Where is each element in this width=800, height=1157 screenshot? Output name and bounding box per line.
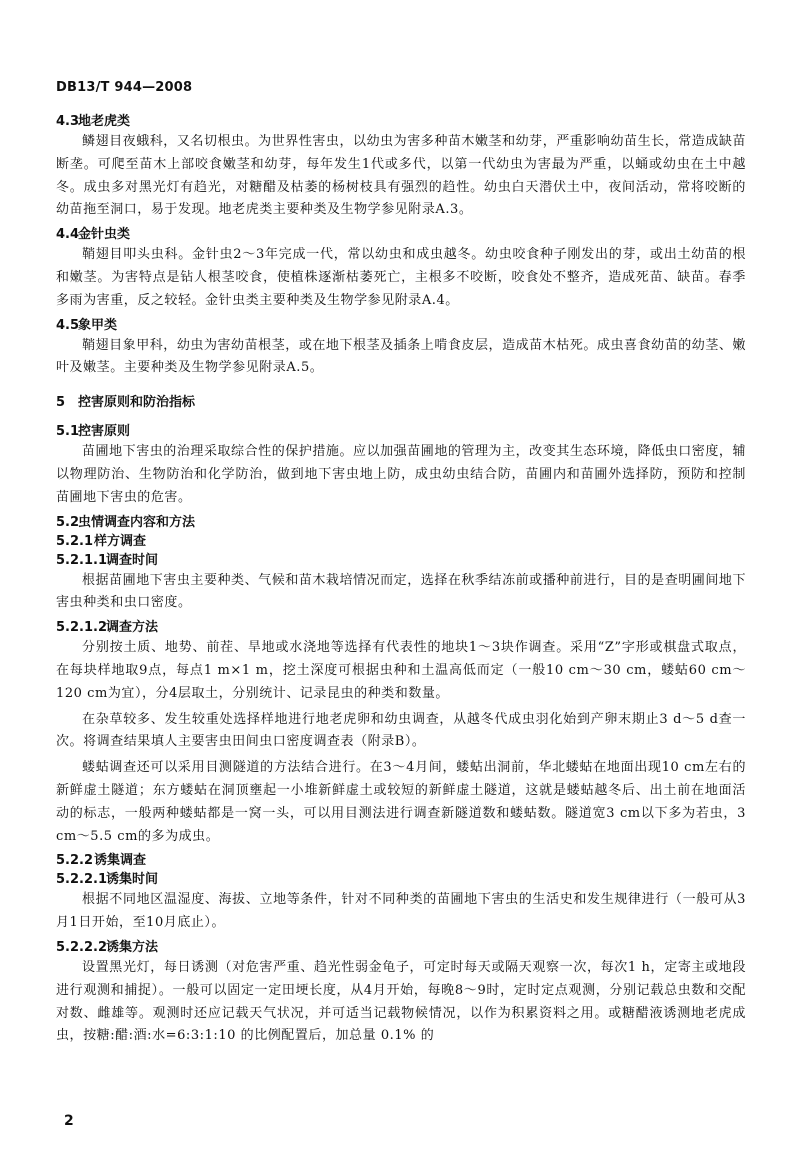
- section-heading: [56, 422, 746, 441]
- section-title: 诱集方法: [106, 939, 159, 955]
- section-title: 调查方法: [106, 620, 159, 636]
- section-number: 5.2: [56, 514, 80, 530]
- body-paragraph: 分别按土质、地势、前茬、旱地或水浇地等选择有代表性的地块1～3块作调查。采用“Z”字形或棋盘式取点，在每块样地取9点，每点1 m×1 m，挖土深度可根据虫种和土温高低而定（一般10 cm～30 cm，蝼蛄60 cm～120 cm为宜），分4层取土，分别统计、记录昆虫的种类和数量。: [56, 640, 746, 701]
- body-paragraph: 蝼蛄调查还可以采用目测隧道的方法结合进行。在3～4月间，蝼蛄出洞前，华北蝼蛄在地面出现10 cm左右的新鲜虚土隧道；东方蝼蛄在洞顶壅起一小堆新鲜虚土或较短的新鲜虚土隧道，这就是蝼蛄越冬后、出土前在地面活动的标志，一般两种蝼蛄都是一窝一头，可以用目测法进行调查新隧道数和蝼蛄数。隧道宽3 cm以下多为若虫，3 cm～5.5 cm的多为成虫。: [56, 760, 746, 844]
- section-title: 控害原则和防治指标: [78, 395, 196, 411]
- section-heading: [56, 316, 746, 335]
- page-number: 2: [64, 1113, 74, 1129]
- section-number: 5: [56, 395, 66, 411]
- section-number: 5.2.2: [56, 853, 94, 869]
- section-heading: [56, 551, 746, 570]
- section-title: 诱集调查: [94, 853, 147, 869]
- body-paragraph: 鞘翅目象甲科，幼虫为害幼苗根茎，或在地下根茎及插条上啃食皮层，造成苗木枯死。成虫喜食幼苗的幼茎、嫩叶及嫩茎。主要种类及生物学参见附录A.5。: [56, 337, 746, 376]
- section-number: 5.2.2.2: [56, 939, 107, 955]
- section-number: 5.2.2.1: [56, 872, 107, 888]
- section-title: 地老虎类: [78, 114, 131, 129]
- section-number: 5.2.1.1: [56, 552, 107, 568]
- section-number: 5.2.1.2: [56, 620, 107, 636]
- section-number: 4.4: [56, 227, 80, 243]
- section-title: 控害原则: [78, 424, 131, 440]
- section-number: 5.1: [56, 424, 80, 440]
- body-paragraph: 鳞翅目夜蛾科，又名切根虫。为世界性害虫，以幼虫为害多种苗木嫩茎和幼芽，严重影响幼苗生长，常造成缺苗断垄。可爬至苗木上部咬食嫩茎和幼芽，每年发生1代或多代，以第一代幼虫为害最为严重，以蛹或幼虫在土中越冬。成虫多对黑光灯有趋光，对糖醋及枯萎的杨树枝具有强烈的趋性。幼虫白天潜伏土中，夜间活动，常将咬断的幼苗拖至洞口，易于发现。地老虎类主要种类及生物学参见附录A.3。: [56, 134, 746, 218]
- section-heading: [56, 851, 746, 870]
- section-spacer: [56, 383, 746, 393]
- standard-code: DB13/T 944—2008: [56, 80, 193, 95]
- section-heading: [56, 225, 746, 244]
- section-spacer: [56, 412, 746, 422]
- section-title: 诱集时间: [106, 872, 159, 888]
- section-title: 象甲类: [78, 317, 118, 333]
- body-paragraph: 在杂草较多、发生较重处选择样地进行地老虎卵和幼虫调查，从越冬代成虫羽化始到产卵末期止3 d～5 d查一次。将调查结果填人主要害虫田间虫口密度调查表（附录B）。: [56, 711, 746, 750]
- section-heading: [56, 532, 746, 551]
- section-title: 调查时间: [106, 552, 159, 568]
- section-title: 金针虫类: [78, 227, 131, 243]
- body-paragraph: 鞘翅目叩头虫科。金针虫2～3年完成一代，常以幼虫和成虫越冬。幼虫咬食种子刚发出的芽，或出土幼苗的根和嫩茎。为害特点是钻人根茎咬食，使植株逐渐枯萎死亡，主根多不咬断，咬食处不整齐，造成死苗、缺苗。春季多雨为害重，反之较轻。金针虫类主要种类及生物学参见附录A.4。: [56, 247, 746, 308]
- section-heading: [56, 513, 746, 532]
- section-heading: [56, 618, 746, 637]
- section-number: 5.2.1: [56, 533, 94, 549]
- body-paragraph: 根据不同地区温湿度、海拔、立地等条件，针对不同种类的苗圃地下害虫的生活史和发生规律进行（一般可从3月1日开始，至10月底止）。: [56, 892, 746, 931]
- section-title: 虫情调查内容和方法: [78, 514, 196, 530]
- body-paragraph: 苗圃地下害虫的治理采取综合性的保护措施。应以加强苗圃地的管理为主，改变其生态环境，降低虫口密度，辅以物理防治、生物防治和化学防治，做到地下害虫地上防，成虫幼虫结合防，苗圃内和苗圃外选择防，预防和控制苗圃地下害虫的危害。: [56, 444, 746, 505]
- section-number: 4.3: [56, 114, 80, 129]
- section-title: 样方调查: [94, 533, 147, 549]
- body-paragraph: 设置黑光灯，每日诱测（对危害严重、趋光性弱金龟子，可定时每天或隔天观察一次，每次1 h，定寄主或地段进行观测和捕捉）。一般可以固定一定田埂长度，从4月开始，每晚8～9时，定时定点观测，分别记载总虫数和交配对数、雌雄等。观测时还应记载天气状况，并可适当记载物候情况，以作为积累资料之用。或糖醋液诱测地老虎成虫，按糖:醋:酒:水=6:3:1:10 的比例配置后，加总量 0.1% 的: [56, 959, 746, 1044]
- section-heading: [56, 393, 746, 412]
- section-heading: [56, 112, 746, 131]
- section-heading: [56, 870, 746, 889]
- section-number: 4.5: [56, 317, 80, 333]
- section-heading: [56, 938, 746, 957]
- body-paragraph: 根据苗圃地下害虫主要种类、气候和苗木栽培情况而定，选择在秋季结冻前或播种前进行，目的是查明圃间地下害虫种类和虫口密度。: [56, 572, 746, 611]
- document-body: [56, 112, 746, 1051]
